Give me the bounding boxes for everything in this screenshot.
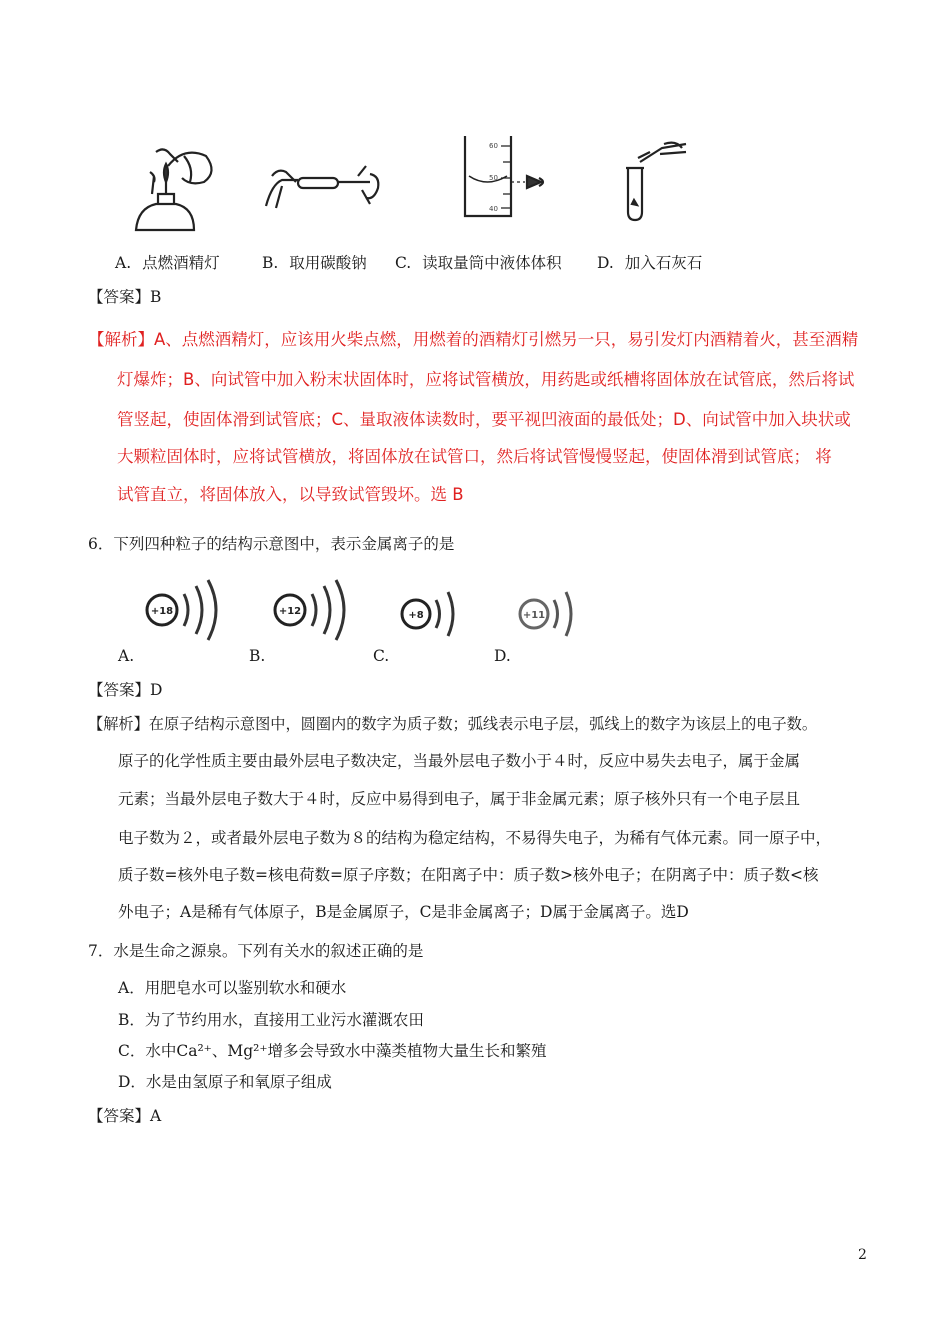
q5-option-c bbox=[395, 253, 562, 273]
page-number: 2 bbox=[858, 1247, 867, 1263]
option-letter: C. bbox=[395, 254, 412, 272]
q5-analysis-line: 试管直立，将固体放入，以导致试管毁坏。选 B bbox=[117, 485, 464, 504]
nucleus-charge: +8 bbox=[408, 610, 424, 621]
atom-structure-a bbox=[140, 578, 230, 644]
option-text: 读取量筒中液体体积 bbox=[422, 254, 562, 272]
answer-label: 【答案】 bbox=[88, 1107, 151, 1125]
svg-text:40: 40 bbox=[489, 205, 498, 213]
q6-question: 6．下列四种粒子的结构示意图中，表示金属离子的是 bbox=[88, 535, 455, 553]
answer-label: 【答案】 bbox=[88, 681, 151, 699]
nucleus-charge: +18 bbox=[150, 606, 174, 617]
atom-structure-c bbox=[398, 590, 468, 640]
alcohol-lamp-illustration bbox=[128, 142, 218, 238]
option-text: 加入石灰石 bbox=[624, 254, 703, 272]
q6-answer bbox=[88, 680, 162, 700]
q5-analysis-line: 灯爆炸；B、向试管中加入粉末状固体时，应将试管横放，用药匙或纸槽将固体放在试管底，然后将试 bbox=[117, 370, 855, 389]
atom-structure-d bbox=[516, 590, 586, 642]
option-text: 点燃酒精灯 bbox=[142, 254, 220, 272]
graduated-cylinder-reading-illustration bbox=[455, 132, 555, 222]
q6-analysis-line: 外电子；A是稀有气体原子，B是金属原子，C是非金属离子；D属于金属离子。选D bbox=[118, 903, 689, 921]
answer-value: D bbox=[150, 681, 163, 699]
q6-analysis-line: 【解析】在原子结构示意图中，圆圈内的数字为质子数；弧线表示电子层，弧线上的数字为该层上的电子数。 bbox=[88, 715, 817, 733]
q6-label-d: D. bbox=[494, 647, 511, 665]
option-text: 取用碳酸钠 bbox=[289, 254, 367, 272]
q7-option-b: B．为了节约用水，直接用工业污水灌溉农田 bbox=[118, 1011, 424, 1029]
answer-value: A bbox=[150, 1107, 162, 1125]
test-tube-powder-illustration bbox=[262, 156, 384, 216]
q6-analysis-line: 质子数=核外电子数=核电荷数=原子序数；在阳离子中：质子数>核外电子；在阴离子中：质子数<核 bbox=[118, 866, 819, 884]
nucleus-charge: +12 bbox=[278, 606, 302, 617]
answer-label: 【答案】 bbox=[88, 288, 151, 306]
q7-option-d: D．水是由氢原子和氧原子组成 bbox=[118, 1073, 332, 1091]
q5-analysis-line: 大颗粒固体时，应将试管横放，将固体放在试管口，然后将试管慢慢竖起，使固体滑到试管底； 将 bbox=[117, 447, 832, 466]
q6-analysis-line: 电子数为２，或者最外层电子数为８的结构为稳定结构，不易得失电子，为稀有气体元素。同一原子中， bbox=[118, 829, 832, 847]
option-letter: B. bbox=[262, 254, 279, 272]
q7-answer bbox=[88, 1106, 161, 1126]
q6-label-a: A. bbox=[118, 647, 135, 665]
q5-analysis-line: 管竖起，使固体滑到试管底；C、量取液体读数时，要平视凹液面的最低处；D、向试管中加入块状或 bbox=[117, 410, 851, 429]
q5-option-d bbox=[597, 253, 702, 273]
q6-label-c: C. bbox=[373, 647, 390, 665]
q5-option-b bbox=[262, 253, 367, 273]
q5-analysis-line: 【解析】A、点燃酒精灯，应该用火柴点燃，用燃着的酒精灯引燃另一只，易引发灯内酒精着火，甚至酒精 bbox=[88, 330, 859, 349]
q6-analysis-line: 原子的化学性质主要由最外层电子数决定，当最外层电子数小于４时，反应中易失去电子，属于金属 bbox=[118, 752, 801, 770]
answer-value: B bbox=[150, 288, 162, 306]
option-letter: D. bbox=[597, 254, 614, 272]
q6-analysis-line: 元素；当最外层电子数大于４时，反应中易得到电子，属于非金属元素；原子核外只有一个电子层且 bbox=[118, 790, 801, 808]
svg-text:50: 50 bbox=[489, 174, 498, 182]
test-tube-limestone-illustration bbox=[620, 138, 700, 222]
q5-option-a bbox=[115, 253, 220, 273]
nucleus-charge: +11 bbox=[522, 610, 546, 621]
svg-text:60: 60 bbox=[489, 142, 498, 150]
q7-option-a: A．用肥皂水可以鉴别软水和硬水 bbox=[118, 979, 347, 997]
q7-question: 7．水是生命之源泉。下列有关水的叙述正确的是 bbox=[88, 942, 424, 960]
q7-option-c: C．水中Ca²⁺、Mg²⁺增多会导致水中藻类植物大量生长和繁殖 bbox=[118, 1042, 547, 1060]
q6-label-b: B. bbox=[249, 647, 266, 665]
atom-structure-b bbox=[268, 578, 358, 644]
q5-answer bbox=[88, 287, 161, 307]
option-letter: A. bbox=[115, 254, 132, 272]
